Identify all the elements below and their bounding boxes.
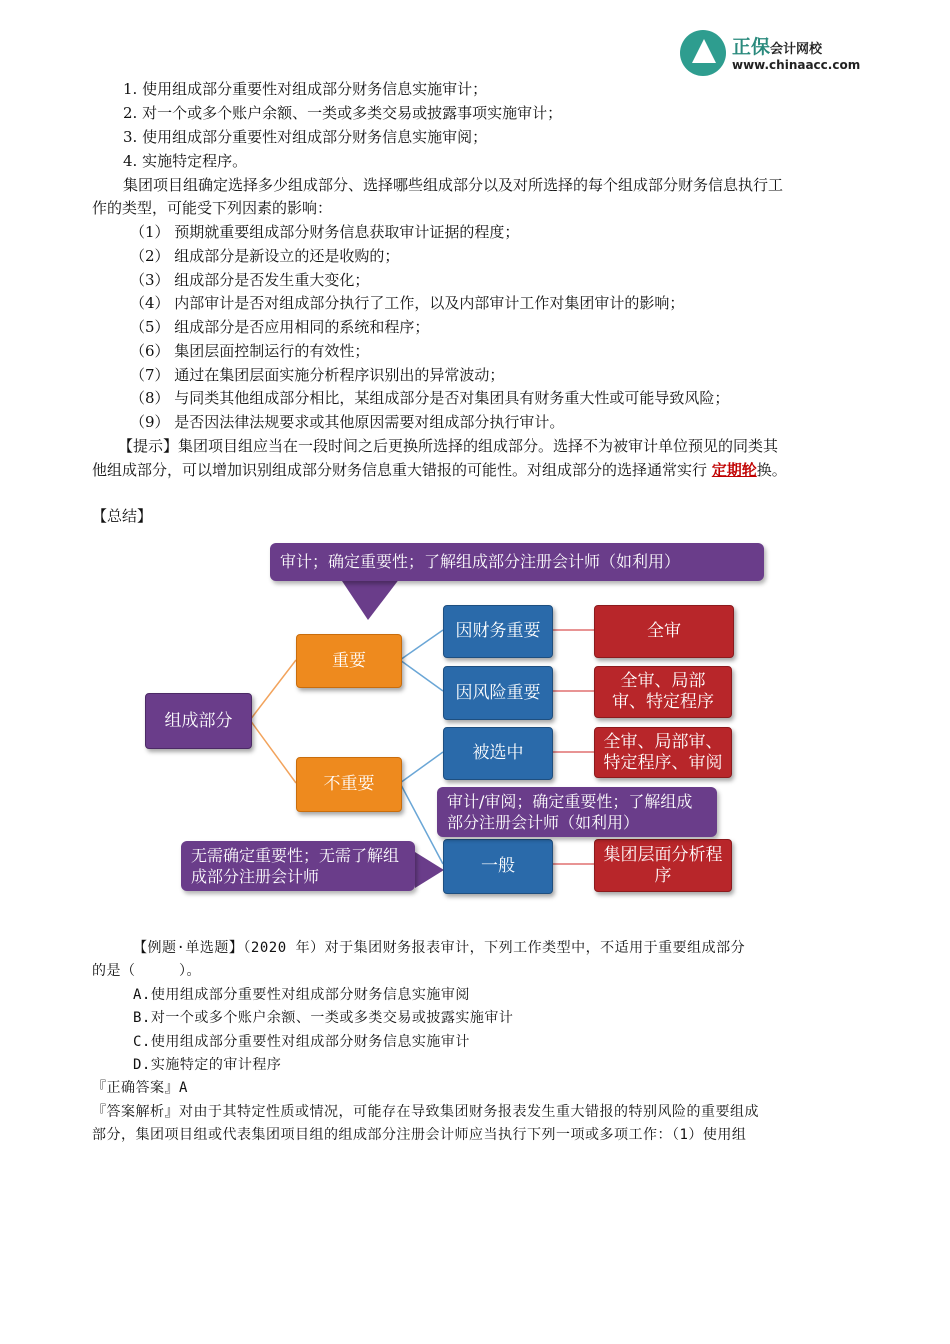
paragraph-line: 作的类型，可能受下列因素的影响： — [92, 199, 333, 217]
factor-item: （5） 组成部分是否应用相同的系统和程序； — [130, 318, 430, 336]
node-financial: 因财务重要 — [443, 605, 553, 658]
paragraph-line: 集团项目组确定选择多少组成部分、选择哪些组成部分以及对所选择的每个组成部分财务信息执行工 — [123, 176, 784, 194]
factor-item: （9） 是否因法律法规要求或其他原因需要对组成部分执行审计。 — [130, 413, 565, 431]
node-selected-action: 全审、局部审、特定程序、审阅 — [594, 727, 732, 778]
callout-mid: 审计/审阅；确定重要性；了解组成部分注册会计师（如利用） — [437, 787, 717, 837]
logo-brand-sub: 会计网校 — [770, 42, 823, 57]
connector-line — [400, 660, 443, 691]
question-option: B.对一个或多个账户余额、一类或多类交易或披露实施审计 — [133, 1010, 514, 1026]
intro-item: 4. 实施特定程序。 — [123, 152, 248, 170]
node-general-action: 集团层面分析程序 — [594, 839, 732, 892]
callout-top: 审计；确定重要性；了解组成部分注册会计师（如利用） — [270, 543, 764, 581]
node-root: 组成部分 — [145, 693, 252, 749]
factor-item: （7） 通过在集团层面实施分析程序识别出的异常波动； — [130, 366, 505, 384]
question-option: A.使用组成部分重要性对组成部分财务信息实施审阅 — [133, 987, 470, 1003]
connector-line — [400, 630, 443, 660]
factor-item: （6） 集团层面控制运行的有效性； — [130, 342, 370, 360]
analysis-line: 部分，集团项目组或代表集团项目组的组成部分注册会计师应当执行下列一项或多项工作：（1）使用组 — [92, 1127, 747, 1143]
tip-highlight: 定期轮 — [711, 461, 757, 479]
factor-item: （3） 组成部分是否发生重大变化； — [130, 271, 370, 289]
tip-line: 他组成部分，可以增加识别组成部分财务信息重大错报的可能性。对组成部分的选择通常实行 定期轮换。 — [92, 461, 787, 479]
connector-line — [250, 720, 296, 783]
node-important: 重要 — [296, 634, 402, 688]
factor-item: （4） 内部审计是否对组成部分执行了工作，以及内部审计工作对集团审计的影响； — [130, 294, 685, 312]
question-line: 的是（ ）。 — [92, 963, 201, 979]
intro-item: 2. 对一个或多个账户余额、一类或多类交易或披露事项实施审计； — [123, 104, 563, 122]
node-general: 一般 — [443, 839, 553, 894]
question-option: C.使用组成部分重要性对组成部分财务信息实施审计 — [133, 1034, 470, 1050]
node-not-important: 不重要 — [296, 757, 402, 812]
node-risk: 因风险重要 — [443, 666, 553, 720]
analysis-line: 『答案解析』对由于其特定性质或情况，可能存在导致集团财务报表发生重大错报的特别风险的重要组成 — [92, 1104, 759, 1120]
intro-item: 3. 使用组成部分重要性对组成部分财务信息实施审阅； — [123, 128, 488, 146]
logo-url: www.chinaacc.com — [732, 58, 861, 72]
factor-item: （2） 组成部分是新设立的还是收购的； — [130, 247, 400, 265]
node-risk-action: 全审、局部审、特定程序 — [594, 666, 732, 718]
factor-item: （8） 与同类其他组成部分相比，某组成部分是否对集团具有财务重大性或可能导致风险； — [130, 389, 730, 407]
node-full-audit: 全审 — [594, 605, 734, 658]
question-line: 【例题·单选题】（2020 年）对于集团财务报表审计，下列工作类型中，不适用于重要组成部分 — [133, 940, 746, 956]
connector-line — [250, 660, 296, 720]
intro-item: 1. 使用组成部分重要性对组成部分财务信息实施审计； — [123, 80, 488, 98]
answer-line: 『正确答案』A — [92, 1080, 188, 1096]
summary-label: 【总结】 — [92, 507, 153, 525]
logo-brand: 正保会计网校 — [732, 36, 823, 58]
connector-line — [400, 752, 443, 783]
factor-item: （1） 预期就重要组成部分财务信息获取审计证据的程度； — [130, 223, 520, 241]
callout-left: 无需确定重要性；无需了解组成部分注册会计师 — [181, 841, 415, 891]
tip-line: 【提示】集团项目组应当在一段时间之后更换所选择的组成部分。选择不为被审计单位预见的同类其 — [118, 437, 779, 455]
callout-top-pointer — [340, 578, 400, 620]
question-option: D.实施特定的审计程序 — [133, 1057, 282, 1073]
node-selected: 被选中 — [443, 727, 553, 780]
